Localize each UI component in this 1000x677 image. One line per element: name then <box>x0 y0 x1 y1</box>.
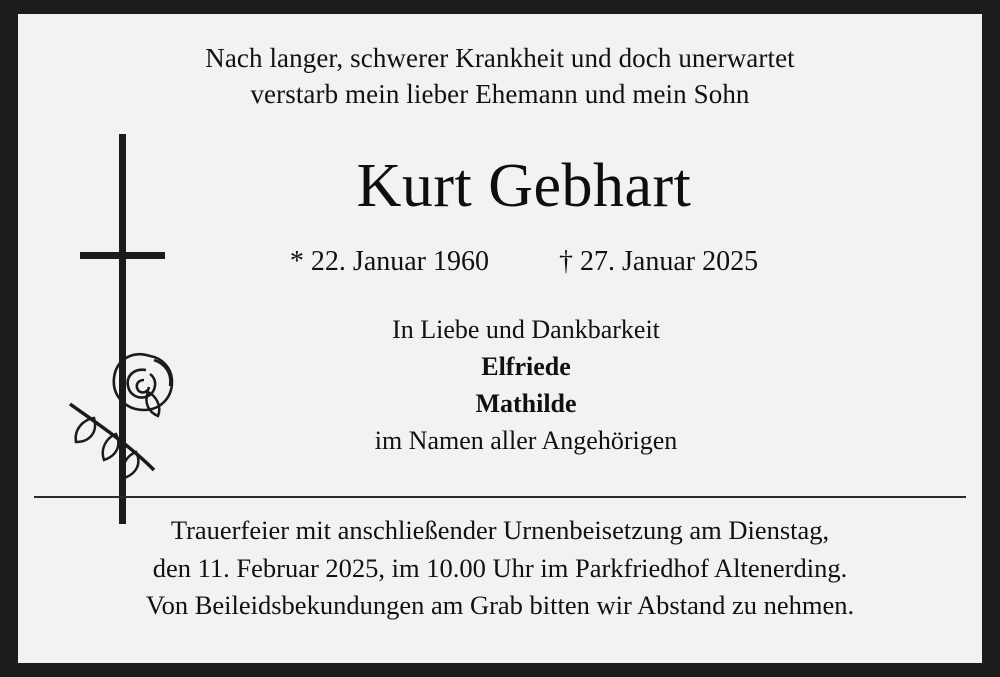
tribute-heading: In Liebe und Dankbarkeit <box>392 314 660 344</box>
mourners-closing: im Namen aller Angehörigen <box>374 425 678 455</box>
deceased-name: Kurt Gebhart <box>356 151 692 220</box>
ceremony-line-3: Von Beileidsbekundungen am Grab bitten wir Abstand zu nehmen. <box>145 590 855 621</box>
cross-with-rose-icon <box>58 134 198 524</box>
death-date: † 27. Januar 2025 <box>559 245 759 277</box>
intro-line-2: verstarb mein lieber Ehemann und mein Sohn <box>250 79 750 110</box>
intro-text <box>18 40 982 113</box>
divider <box>34 496 966 498</box>
ceremony-line-2: den 11. Februar 2025, im 10.00 Uhr im Parkfriedhof Altenerding. <box>152 552 848 583</box>
ceremony-details <box>18 512 982 625</box>
obituary-card <box>18 14 982 663</box>
intro-line-1: Nach langer, schwerer Krankheit und doch unerwartet <box>205 43 795 73</box>
birth-date: * 22. Januar 1960 <box>289 245 489 277</box>
mourner-2: Mathilde <box>475 388 577 418</box>
ceremony-line-1: Trauerfeier mit anschließender Urnenbeisetzung am Dienstag, <box>170 515 830 545</box>
mourner-1: Elfriede <box>481 351 571 381</box>
